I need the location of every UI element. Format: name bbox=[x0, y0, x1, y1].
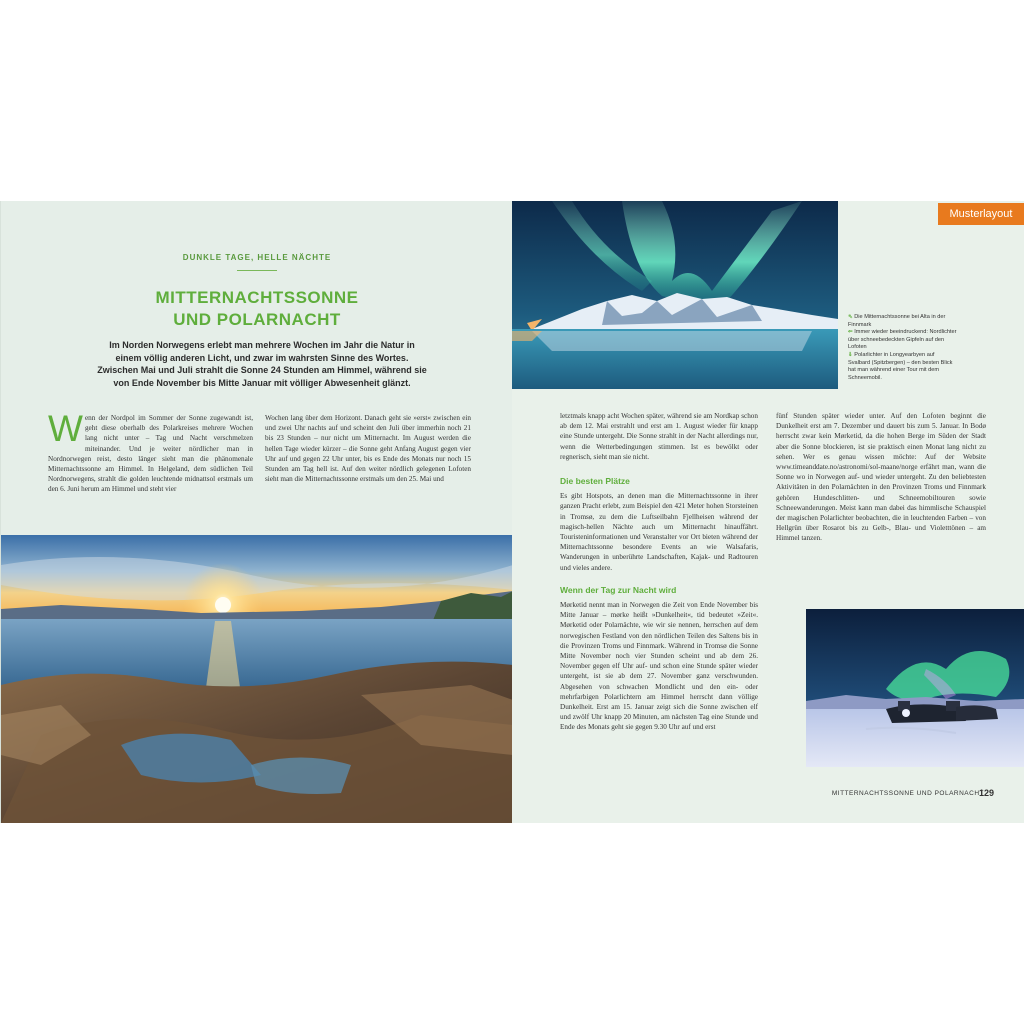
column-3-paragraph-2: Es gibt Hotspots, an denen man die Mitternachtssonne in ihrer ganzen Pracht erlebt, zum Beispiel den 421 Meter hohen Storsteinen in Tromsø, zu dem die Luftseilbahn Fjellheisen während der magisch-hellen Nächte auch um Mitternacht hinauffährt. Touristeninformationen und Veranstalter vor Ort bieten während der Mitternachtssonne besondere Events an wie Walsafaris, Wanderungen in unberührte Landschaften, Kajak- und Radtouren und vieles andere. bbox=[560, 492, 758, 572]
arrow-down-icon: ⇓ bbox=[848, 351, 853, 358]
snowmobile-aurora-photo bbox=[806, 609, 1024, 767]
lead-paragraph: Im Norden Norwegens erlebt man mehrere Wochen im Jahr die Natur in einem völlig anderen Licht, und zwar im wahrsten Sinne des Wortes. Zwischen Mai und Juli strahlt die Sonne 24 Stunden am Himmel, während sie von Ende November bis Mitte Januar mit völliger Abwesenheit glänzt. bbox=[97, 340, 427, 388]
text-column-2: Wochen lang über dem Horizont. Danach geht sie »erst« zwischen ein und zwei Uhr nachts auf und scheint den Juli über immerhin noch 21 bis 23 Stunden – nur nicht um Mitternacht. Im August werden die hellen Tage wieder kürzer – die Sonne geht Anfang August gegen vier Uhr auf und gegen 22 Uhr unter, bis es Ende des Monats nur noch 15 Stunden am Tag hell ist. Auf den weiter nördlich gelegenen Lofoten sieht man die Mitternachtssonne erstmals um den 25. Mai und bbox=[265, 414, 471, 484]
caption-1 bbox=[848, 314, 958, 329]
caption-2 bbox=[848, 329, 958, 352]
running-footer: MITTERNACHTSSONNE UND POLARNACHT bbox=[831, 790, 984, 797]
headline-line-1: MITTERNACHTSSONNE bbox=[155, 288, 359, 307]
text-column-4: fünf Stunden später wieder unter. Auf den Lofoten beginnt die Dunkelheit erst am 7. Dezember und dauert bis zum 5. Januar. In Bodø herrscht zwar kein Mørketid, da die hohen Berge im Süden der Stadt aber die Sonne blockieren, ist sie praktisch einen Monat lang nicht zu sehen. Wer es genau wissen möchte: Auf der Website www.timeanddate.no/astronomi/sol-maane/norge erfährt man, wann die Sonne wo in Norwegen auf- und wieder untergeht. Zu den beliebtesten Aktivitäten in den Polarnächten in den Provinzen Troms und Finnmark gehören Hundeschlitten- und Schneemobiltouren sowie Schneewanderungen. Meist kann man dabei das himmlische Schauspiel der magischen Polarlichter beobachten, die in leuchtenden Farben – von Hellgrün über Rosarot bis zu Gelb-, Blau- und Violetttönen – am Himmel tanzen. bbox=[776, 412, 986, 543]
left-page bbox=[0, 201, 513, 823]
caption-3-text: Polarlichter in Longyearbyen auf Svalbard (Spitzbergen) – den besten Blick hat man während einer Tour mit dem Schneemobil. bbox=[848, 351, 953, 381]
drop-cap: W bbox=[48, 408, 83, 449]
headline-line-2: UND POLARNACHT bbox=[173, 310, 341, 329]
caption-1-text: Die Mitternachtssonne bei Alta in der Finnmark bbox=[848, 314, 946, 328]
right-page bbox=[512, 201, 1024, 823]
midnight-sun-photo bbox=[1, 535, 513, 823]
subheading-day-to-night: Wenn der Tag zur Nacht wird bbox=[560, 584, 677, 595]
arrow-up-left-icon: ⇖ bbox=[848, 314, 853, 320]
page-number: 129 bbox=[978, 788, 994, 798]
arrow-left-icon: ⇐ bbox=[848, 329, 853, 336]
sample-layout-badge: Musterlayout bbox=[938, 203, 1024, 225]
kicker: DUNKLE TAGE, HELLE NÄCHTE bbox=[182, 253, 332, 262]
page-headline bbox=[1, 287, 513, 331]
column-3-paragraph-3: Mørketid nennt man in Norwegen die Zeit von Ende November bis Mitte Januar – mørke heißt »Dunkelheit«, tid bedeutet »Zeit«. Mørketid oder Polarnächte, wie wir sie nennen, herrschen auf dem norwegischen Festland von den nördlichen Teilen des Saltens bis in die Provinzen Troms und Finnmark. Während in Tromsø die Sonne Mitte November noch vier Stunden scheint und ab dem 26. November gegen elf Uhr auf- und schon eine Stunde später wieder untergeht, ist sie ab dem 27. November ganz verschwunden. Abgesehen von schwachen Mondlicht und den ein- oder mehrfarbigen Polarlichtern am Himmel herrscht dann völlige Dunkelheit. Erst am 15. Januar zeigt sich die Sonne zwischen elf und zwölf Uhr knapp 20 Minuten, am nächsten Tag eine Stunde und Ende des Monats geht sie gegen 9.30 Uhr auf und erst bbox=[560, 601, 758, 732]
photo-caption bbox=[848, 314, 958, 382]
aurora-mountains-photo bbox=[512, 201, 838, 389]
caption-2-text: Immer wieder beeindruckend: Nordlichter über schneebedeckten Gipfeln auf den Lofoten bbox=[848, 329, 957, 351]
text-column-1 bbox=[48, 408, 253, 495]
text-column-3 bbox=[560, 411, 758, 733]
subheading-best-places: Die besten Plätze bbox=[560, 476, 630, 487]
book-spread bbox=[0, 201, 1024, 823]
column-3-intro: letztmals knapp acht Wochen später, während sie am Nordkap schon ab dem 12. Mai erstrahlt und erst am 1. August wieder für knapp eine Stunde untergeht. Die Sonne strahlt in der Nacht allerdings nur, wenn die Wetterbedingungen stimmen. Ist es bewölkt oder regnerisch, sieht man sie nicht. bbox=[560, 412, 758, 461]
kicker-underline bbox=[237, 270, 277, 271]
caption-3 bbox=[848, 352, 958, 382]
column-1-text: enn der Nordpol im Sommer der Sonne zugewandt ist, geht diese oberhalb des Polarkreises mehrere Wochen lang nicht unter – Tag und Nacht verschmelzen miteinander. Und je weiter nördlicher man in Nordnorwegen reist, desto länger sieht man die phänomenale Mitternachtssonne am Himmel. In Helgeland, dem südlichen Teil Nordnorwegens, strahlt die golden leuchtende midnattsol erstmals um den 6. Juni herum am Himmel und steht vier bbox=[48, 414, 253, 494]
